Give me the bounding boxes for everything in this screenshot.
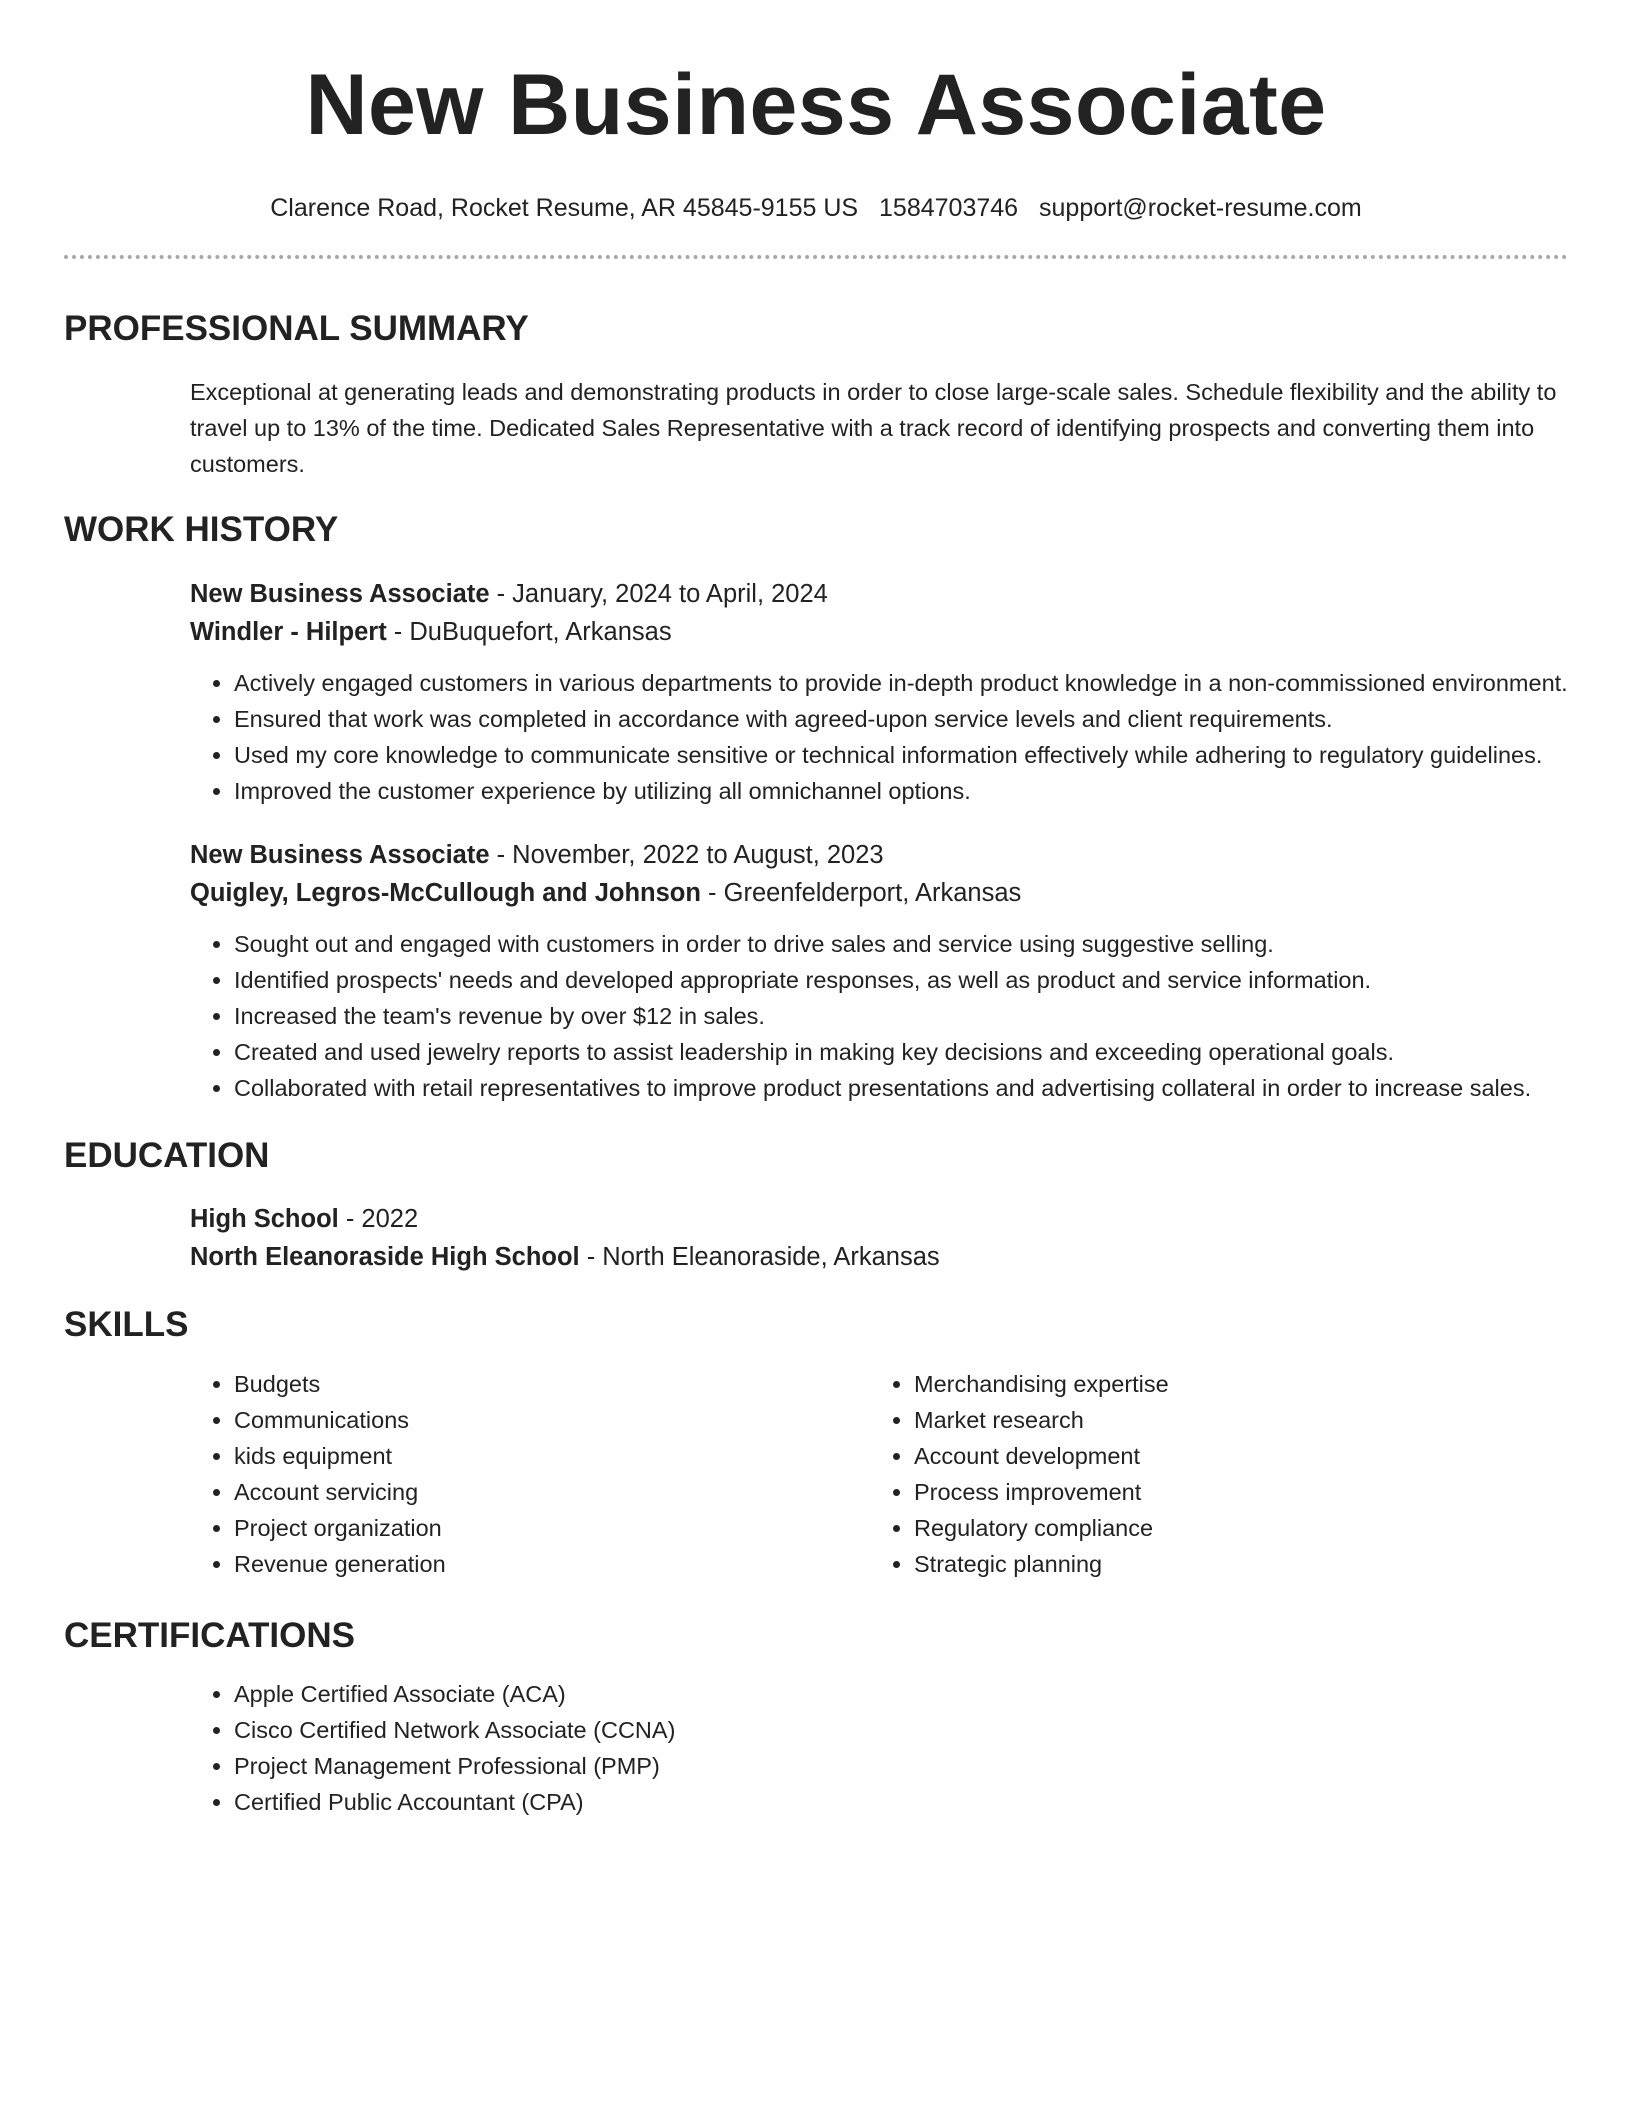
job-location: - DuBuquefort, Arkansas xyxy=(386,618,672,646)
certifications-block xyxy=(190,1676,1568,1820)
contact-line xyxy=(64,193,1568,223)
list-item: • Improved the customer experience by utilizing all omnichannel options. xyxy=(234,773,1568,809)
skills-column-right xyxy=(870,1366,1550,1582)
job-company: Quigley, Legros-McCullough and Johnson xyxy=(190,879,701,907)
skill-item: • Communications xyxy=(234,1402,870,1438)
job-entry xyxy=(190,836,1568,1106)
education-location: - North Eleanoraside, Arkansas xyxy=(579,1243,940,1271)
list-item: • Sought out and engaged with customers in order to drive sales and service using suggestive selling. xyxy=(234,926,1568,962)
skill-item: • Account servicing xyxy=(234,1474,870,1510)
list-item: • Increased the team's revenue by over $12 in sales. xyxy=(234,998,1568,1034)
list-item: • Identified prospects' needs and developed appropriate responses, as well as product and service information. xyxy=(234,962,1568,998)
job-location: - Greenfelderport, Arkansas xyxy=(700,879,1022,907)
certification-item: • Apple Certified Associate (ACA) xyxy=(234,1676,1568,1712)
education-degree-line xyxy=(190,1200,1568,1238)
education-degree: High School xyxy=(190,1205,339,1233)
job-company: Windler - Hilpert xyxy=(190,618,387,646)
skill-item: • Budgets xyxy=(234,1366,870,1402)
job-duties-list xyxy=(190,926,1568,1106)
certification-item: • Cisco Certified Network Associate (CCNA) xyxy=(234,1712,1568,1748)
job-title-line xyxy=(190,836,1568,874)
summary-text: Exceptional at generating leads and demonstrating products in order to close large-scale sales. Schedule flexibility and the ability to travel up to 13% of the time. Dedicated Sales Representative with a track record of identifying prospects and converting them into customers. xyxy=(190,379,1557,477)
skill-item: • Regulatory compliance xyxy=(914,1510,1550,1546)
education-entry xyxy=(190,1200,1568,1276)
certification-item: • Certified Public Accountant (CPA) xyxy=(234,1784,1568,1820)
contact-email: support@rocket-resume.com xyxy=(1039,194,1362,222)
header-divider xyxy=(64,255,1568,259)
education-school: North Eleanoraside High School xyxy=(190,1243,580,1271)
skills-list xyxy=(870,1366,1550,1582)
skill-item: • Process improvement xyxy=(914,1474,1550,1510)
list-item: • Used my core knowledge to communicate sensitive or technical information effectively while adhering to regulatory guidelines. xyxy=(234,737,1568,773)
contact-phone: 1584703746 xyxy=(879,194,1019,222)
skill-item: • Merchandising expertise xyxy=(914,1366,1550,1402)
skill-item: • Project organization xyxy=(234,1510,870,1546)
resume-name: New Business Associate xyxy=(305,57,1327,153)
list-item: • Ensured that work was completed in accordance with agreed-upon service levels and client requirements. xyxy=(234,701,1568,737)
job-dates: - January, 2024 to April, 2024 xyxy=(489,580,828,608)
skill-item: • Market research xyxy=(914,1402,1550,1438)
job-dates: - November, 2022 to August, 2023 xyxy=(489,841,884,869)
skills-grid xyxy=(190,1366,1568,1582)
summary-heading: PROFESSIONAL SUMMARY xyxy=(64,309,529,348)
certifications-list xyxy=(190,1676,1568,1820)
job-position: New Business Associate xyxy=(190,841,490,869)
contact-address: Clarence Road, Rocket Resume, AR 45845-9155 US xyxy=(270,194,859,222)
job-company-line xyxy=(190,613,1568,651)
skill-item: • Strategic planning xyxy=(914,1546,1550,1582)
skills-column-left xyxy=(190,1366,870,1582)
list-item: • Collaborated with retail representatives to improve product presentations and advertising collateral in order to increase sales. xyxy=(234,1070,1568,1106)
job-entry xyxy=(190,575,1568,809)
education-school-line xyxy=(190,1238,1568,1276)
job-title-line xyxy=(190,575,1568,613)
skills-list xyxy=(190,1366,870,1582)
certifications-heading: CERTIFICATIONS xyxy=(64,1616,356,1655)
list-item: • Created and used jewelry reports to assist leadership in making key decisions and exceeding operational goals. xyxy=(234,1034,1568,1070)
job-duties-list xyxy=(190,665,1568,809)
education-year: - 2022 xyxy=(338,1205,419,1233)
work-history-heading: WORK HISTORY xyxy=(64,510,339,549)
list-item: • Actively engaged customers in various departments to provide in-depth product knowledge in a non-commissioned environment. xyxy=(234,665,1568,701)
skill-item: • kids equipment xyxy=(234,1438,870,1474)
education-heading: EDUCATION xyxy=(64,1136,270,1175)
job-company-line xyxy=(190,874,1568,912)
skill-item: • Account development xyxy=(914,1438,1550,1474)
job-position: New Business Associate xyxy=(190,580,490,608)
certification-item: • Project Management Professional (PMP) xyxy=(234,1748,1568,1784)
skills-heading: SKILLS xyxy=(64,1305,189,1344)
skill-item: • Revenue generation xyxy=(234,1546,870,1582)
resume-page xyxy=(64,0,1568,1820)
